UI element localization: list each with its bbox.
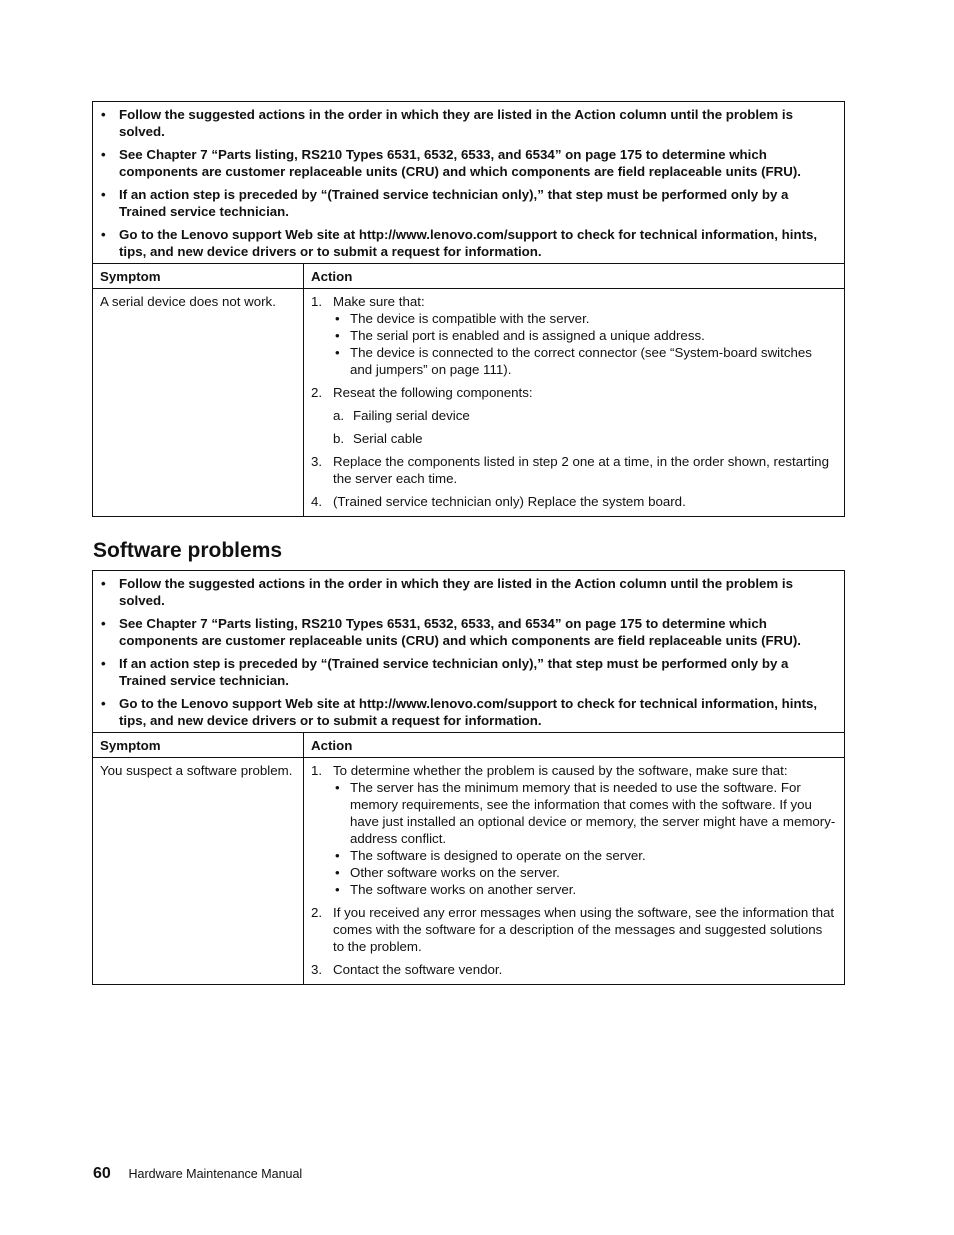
step-text: (Trained service technician only) Replace the system board. <box>333 494 686 509</box>
step-bullet: • The software works on another server. <box>333 881 836 898</box>
step-text: Make sure that: <box>333 294 425 309</box>
note-item: • Follow the suggested actions in the order in which they are listed in the Action column until the problem is solved. <box>101 106 836 140</box>
manual-title: Hardware Maintenance Manual <box>128 1167 303 1181</box>
step-text: Reseat the following components: <box>333 385 533 400</box>
table-row <box>93 758 844 984</box>
step-subitem <box>333 407 836 424</box>
page-footer <box>93 1165 302 1183</box>
step-number: 2. <box>311 905 323 920</box>
action-step <box>311 493 836 510</box>
table-header-row <box>93 264 844 289</box>
action-step <box>311 904 836 955</box>
table-header-row <box>93 733 844 758</box>
notes-box <box>93 571 844 733</box>
action-step <box>311 762 836 898</box>
step-number: 3. <box>311 962 323 977</box>
step-number: 1. <box>311 763 323 778</box>
note-item: • Go to the Lenovo support Web site at http://www.lenovo.com/support to check for technical information, hints, tips, and new device drivers or to submit a request for information. <box>101 226 836 260</box>
subitem-label: b. <box>333 431 345 446</box>
step-number: 4. <box>311 494 323 509</box>
symptom-cell: You suspect a software problem. <box>93 758 304 984</box>
step-text: To determine whether the problem is caused by the software, make sure that: <box>333 763 788 778</box>
action-cell <box>304 289 844 516</box>
step-bullet: • The device is connected to the correct connector (see “System-board switches and jumpers” on page 111). <box>333 344 836 378</box>
action-step <box>311 293 836 378</box>
note-item: • Go to the Lenovo support Web site at http://www.lenovo.com/support to check for technical information, hints, tips, and new device drivers or to submit a request for information. <box>101 695 836 729</box>
symptom-cell: A serial device does not work. <box>93 289 304 516</box>
step-text: Contact the software vendor. <box>333 962 503 977</box>
note-item: • If an action step is preceded by “(Trained service technician only),” that step must be performed only by a Trained service technician. <box>101 186 836 220</box>
note-item: • See Chapter 7 “Parts listing, RS210 Types 6531, 6532, 6533, and 6534” on page 175 to determine which components are customer replaceable units (CRU) and which components are field replaceable units (FRU). <box>101 146 836 180</box>
step-text: Replace the components listed in step 2 one at a time, in the order shown, restarting the server each time. <box>333 454 829 486</box>
step-number: 2. <box>311 385 323 400</box>
page-number: 60 <box>93 1165 111 1182</box>
step-bullet: • The serial port is enabled and is assigned a unique address. <box>333 327 836 344</box>
note-item: • If an action step is preceded by “(Trained service technician only),” that step must be performed only by a Trained service technician. <box>101 655 836 689</box>
step-bullet: • The server has the minimum memory that is needed to use the software. For memory requirements, see the information that comes with the software. If you have just installed an optional device or memory, the server might have a memory-address conflict. <box>333 779 836 847</box>
subitem-label: a. <box>333 408 345 423</box>
action-step <box>311 453 836 487</box>
step-bullet: • Other software works on the server. <box>333 864 836 881</box>
step-number: 3. <box>311 454 323 469</box>
action-header: Action <box>311 738 353 753</box>
step-text: If you received any error messages when using the software, see the information that comes with the software for a description of the messages and suggested solutions to the problem. <box>333 905 835 954</box>
action-header: Action <box>311 269 353 284</box>
serial-device-table <box>92 101 845 517</box>
symptom-header: Symptom <box>93 733 304 757</box>
step-bullet: • The software is designed to operate on the server. <box>333 847 836 864</box>
step-number: 1. <box>311 294 323 309</box>
section-heading: Software problems <box>93 539 283 562</box>
notes-box <box>93 102 844 264</box>
action-step <box>311 961 836 978</box>
subitem-text: Serial cable <box>353 431 423 446</box>
note-item: • Follow the suggested actions in the order in which they are listed in the Action column until the problem is solved. <box>101 575 836 609</box>
action-step <box>311 384 836 447</box>
step-bullet: • The device is compatible with the server. <box>333 310 836 327</box>
step-subitem <box>333 430 836 447</box>
symptom-header: Symptom <box>93 264 304 288</box>
note-item: • See Chapter 7 “Parts listing, RS210 Types 6531, 6532, 6533, and 6534” on page 175 to determine which components are customer replaceable units (CRU) and which components are field replaceable units (FRU). <box>101 615 836 649</box>
subitem-text: Failing serial device <box>353 408 470 423</box>
software-problems-table <box>92 570 845 985</box>
table-row <box>93 289 844 516</box>
action-cell <box>304 758 844 984</box>
